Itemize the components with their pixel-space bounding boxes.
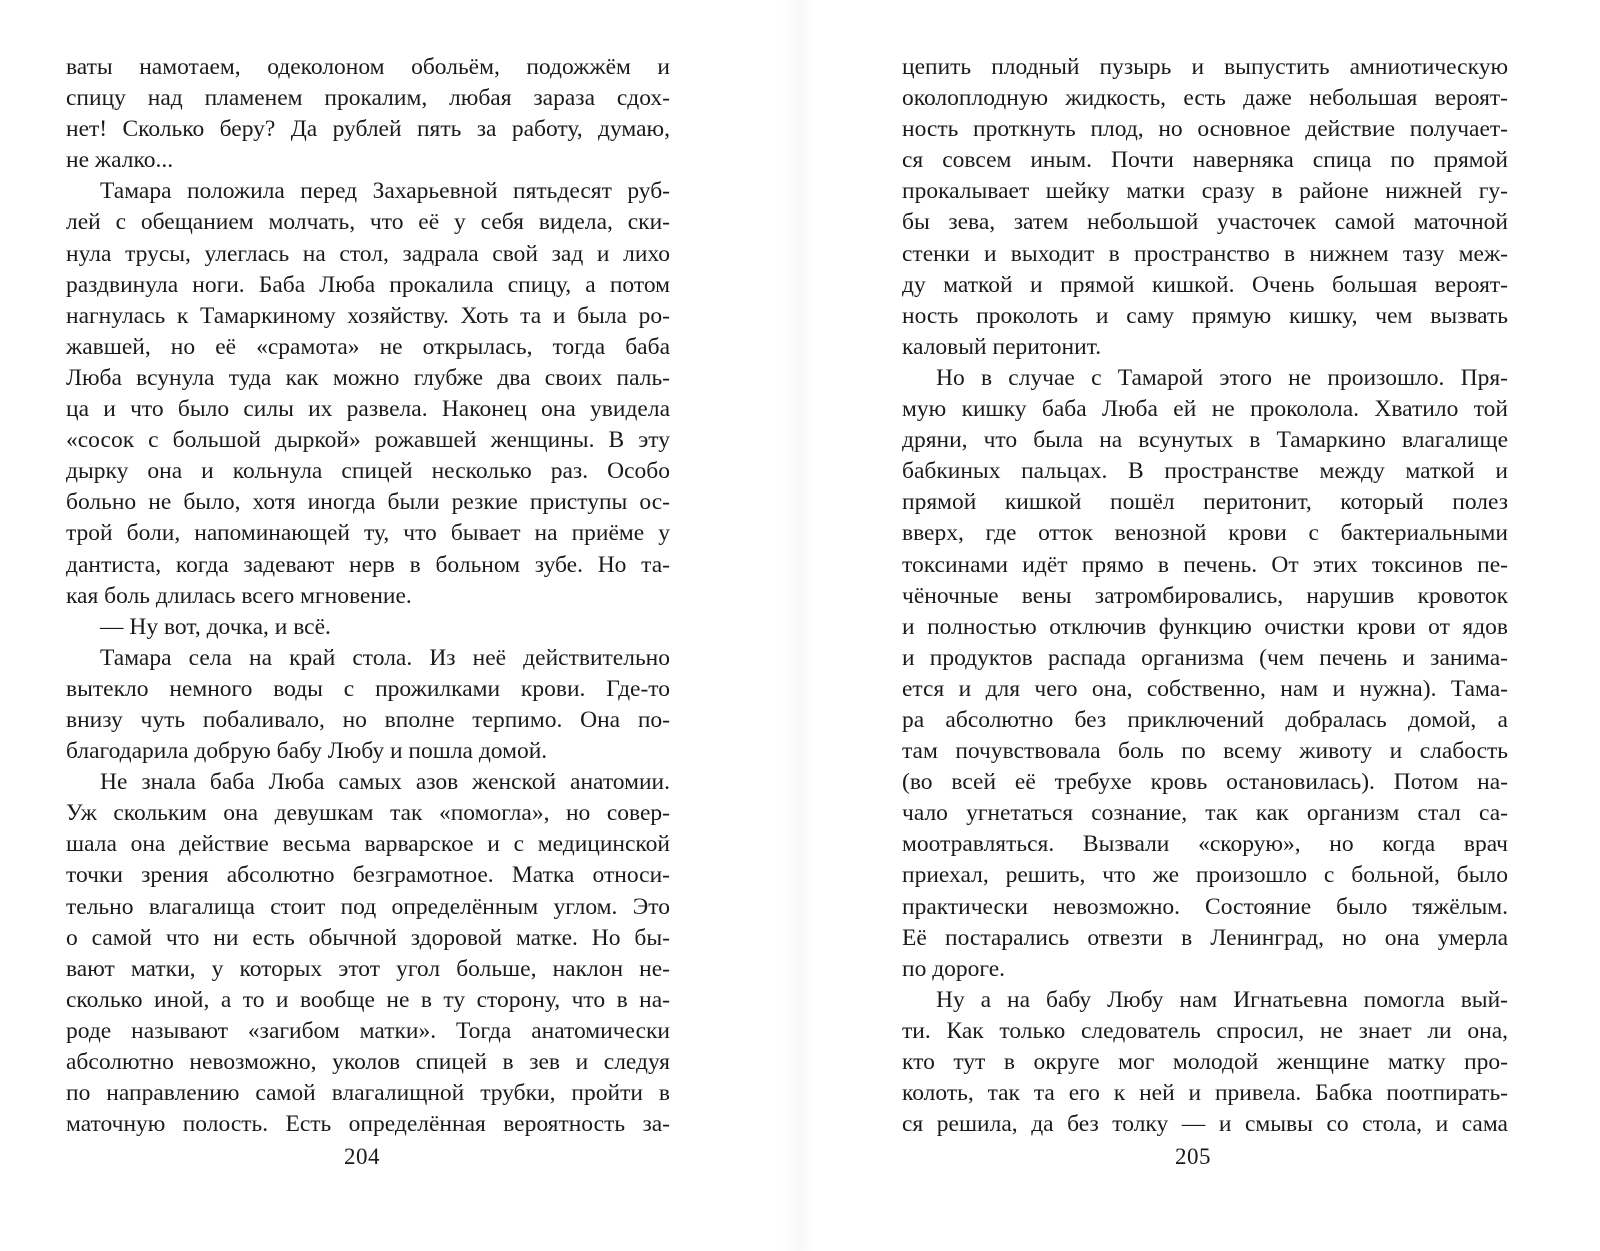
right-page-text-line: Но в случае с Тамарой этого не произошло. Пря- xyxy=(936,364,1508,391)
left-page-text-line: абсолютно невозможно, уколов спицей в зев и следуя xyxy=(66,1049,670,1075)
right-page-text-line: Её постарались отвезти в Ленинград, но она умерла xyxy=(902,924,1508,951)
right-page-text-line: чёночные вены затромбировались, нарушив кровоток xyxy=(902,582,1508,609)
right-page-text-line: и полностью отключив функцию очистки крови от ядов xyxy=(902,613,1508,640)
left-page-text-line: Люба всунула туда как можно глубже два своих паль- xyxy=(66,364,670,391)
left-page-text-line: тельно влагалища стоит под определённым углом. Это xyxy=(66,893,670,920)
left-page-text-line: «сосок с большой дыркой» рожавшей женщины. В эту xyxy=(66,427,670,454)
left-page-text-line: Не знала баба Люба самых азов женской анатомии. xyxy=(100,769,670,796)
left-page-text-line: жавшей, но её «срамота» не открылась, тогда баба xyxy=(66,333,670,360)
right-page-text-line: токсинами идёт прямо в печень. От этих токсинов пе- xyxy=(902,551,1508,578)
left-page-text-line: кая боль длилась всего мгновение. xyxy=(66,582,412,609)
left-page-text-line: лей с обещанием молчать, что её у себя видела, ски- xyxy=(66,209,670,236)
right-page-text-line: Ну а на бабу Любу нам Игнатьевна помогла вый- xyxy=(936,986,1508,1013)
right-page-text-line: прокалывает шейку матки сразу в районе нижней гу- xyxy=(902,178,1508,205)
left-page-text-line: по направлению самой влагалищной трубки, пройти в xyxy=(66,1080,670,1107)
left-page-text-line: благодарила добрую бабу Любу и пошла домой. xyxy=(66,738,548,765)
right-page-text-line: по дороге. xyxy=(902,955,1006,982)
right-page-text-line: каловый перитонит. xyxy=(902,333,1102,360)
right-page-text-line: мую кишку баба Люба ей не проколола. Хватило той xyxy=(902,396,1508,423)
left-page-text-line: Тамара села на край стола. Из неё действительно xyxy=(100,644,670,671)
left-page-text-line: Тамара положила перед Захарьевной пятьдесят руб- xyxy=(100,178,670,205)
left-page xyxy=(66,52,670,1140)
left-page-text-line: ца и что было силы их развела. Наконец она увидела xyxy=(66,396,670,423)
right-page-text-line: ся совсем иным. Почти наверняка спица по прямой xyxy=(902,147,1508,174)
right-page-text-line: и продуктов распада организма (чем печень и занима- xyxy=(902,644,1508,671)
left-page-text-line: сколько иной, а то и вообще не в ту сторону, что в на- xyxy=(66,986,670,1013)
right-page-text-line: околоплодную жидкость, есть даже небольшая вероят- xyxy=(902,85,1508,112)
left-page-text-line: ваты намотаем, одеколоном обольём, подожжём и xyxy=(66,54,670,80)
left-page-text-line: нула трусы, улеглась на стол, задрала свой зад и лихо xyxy=(66,240,670,267)
right-page-text-line: вверх, где отток венозной крови с бактериальными xyxy=(902,520,1508,547)
right-page-text-line: прямой кишкой пошёл перитонит, который полез xyxy=(902,489,1508,516)
right-page-text-line: там почувствовала боль по всему животу и слабость xyxy=(902,738,1508,765)
left-page-text-line: нагнулась к Тамаркиному хозяйству. Хоть та и была ро- xyxy=(66,302,670,329)
right-page-text-line: ность проколоть и саму прямую кишку, чем вызвать xyxy=(902,302,1508,329)
right-page-text-line: бабкиных пальцах. В пространстве между маткой и xyxy=(902,458,1508,485)
left-page-text-line: вают матки, у которых этот угол больше, наклон не- xyxy=(66,955,670,982)
left-page-text-line: вытекло немного воды с прожилками крови. Где-то xyxy=(66,675,670,702)
left-page-text-line: о самой что ни есть обычной здоровой матке. Но бы- xyxy=(66,924,670,951)
right-page-text-line: бы зева, затем небольшой участочек самой маточной xyxy=(902,209,1508,236)
right-page-text-line: ность проткнуть плод, но основное действие получает- xyxy=(902,116,1508,143)
right-page-text-line: приехал, решить, что же произошло с больной, было xyxy=(902,862,1508,889)
left-page-text-line: дырку она и кольнула спицей несколько раз. Особо xyxy=(66,458,670,485)
left-page-text-line: нет! Сколько беру? Да рублей пять за работу, думаю, xyxy=(66,116,670,143)
right-page-text-line: кто тут в округе мог молодой женщине матку про- xyxy=(902,1049,1508,1075)
right-page-text-line: моотравляться. Вызвали «скорую», но когда врач xyxy=(902,831,1508,858)
left-page-text-line: точки зрения абсолютно безграмотное. Матка относи- xyxy=(66,862,670,889)
left-page-text-line: роде называют «загибом матки». Тогда анатомически xyxy=(66,1017,670,1044)
right-page-text-line: (во всей её требухе кровь остановилась). Потом на- xyxy=(902,769,1508,796)
left-page-text-line: не жалко... xyxy=(66,147,174,174)
left-page-text-line: раздвинула ноги. Баба Люба прокалила спицу, а потом xyxy=(66,271,670,298)
right-page-text-line: практически невозможно. Состояние было тяжёлым. xyxy=(902,893,1508,920)
right-page-text-line: ра абсолютно без приключений добралась домой, а xyxy=(902,706,1508,733)
left-page-text-line: — Ну вот, дочка, и всё. xyxy=(100,613,331,640)
right-page-text-line: стенки и выходит в пространство в нижнем тазу меж- xyxy=(902,240,1508,267)
left-page-number: 204 xyxy=(344,1144,380,1169)
right-page-text-line: цепить плодный пузырь и выпустить амниотическую xyxy=(902,54,1508,80)
left-page-text xyxy=(66,52,670,1140)
left-page-text-line: больно не было, хотя иногда были резкие приступы ос- xyxy=(66,489,670,516)
right-page-text-line: ти. Как только следователь спросил, не знает ли она, xyxy=(902,1017,1508,1044)
right-page-text-line: ся решила, да без толку — и смывы со стола, и сама xyxy=(902,1111,1508,1138)
right-page-text-line: колоть, так та его к ней и привела. Бабка поотпирать- xyxy=(902,1080,1508,1107)
right-page xyxy=(902,52,1508,1140)
right-page-text-line: ется и для чего она, собственно, нам и нужна). Тама- xyxy=(902,675,1508,702)
left-page-text-line: шала она действие весьма варварское и с медицинской xyxy=(66,831,670,858)
left-page-text-line: внизу чуть побаливало, но вполне терпимо. Она по- xyxy=(66,706,670,733)
left-page-text-line: трой боли, напоминающей ту, что бывает на приёме у xyxy=(66,520,670,547)
book-gutter xyxy=(780,0,816,1251)
right-page-text-line: чало угнетаться сознание, так как организм стал са- xyxy=(902,800,1508,827)
right-page-number: 205 xyxy=(1175,1144,1211,1169)
right-page-text-line: дряни, что была на всунутых в Тамаркино влагалище xyxy=(902,427,1508,454)
left-page-text-line: дантиста, когда задевают нерв в больном зубе. Но та- xyxy=(66,551,670,578)
right-page-text-line: ду маткой и прямой кишкой. Очень большая вероят- xyxy=(902,271,1508,298)
left-page-text-line: спицу над пламенем прокалим, любая зараза сдох- xyxy=(66,85,670,112)
right-page-text xyxy=(902,52,1508,1140)
left-page-text-line: маточную полость. Есть определённая вероятность за- xyxy=(66,1111,670,1138)
left-page-text-line: Уж скольким она девушкам так «помогла», но совер- xyxy=(66,800,670,827)
